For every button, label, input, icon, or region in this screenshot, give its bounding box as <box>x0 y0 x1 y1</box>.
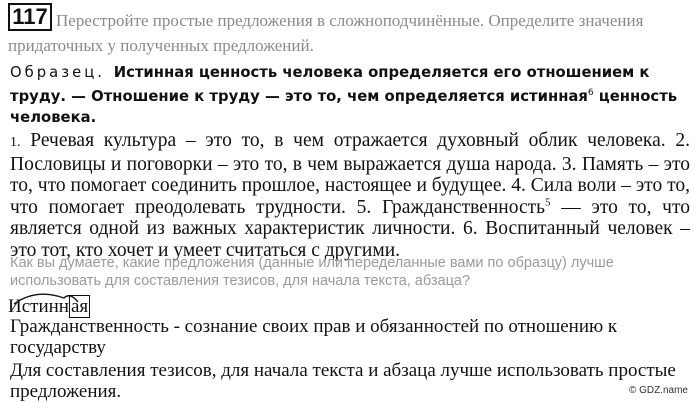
task-line-2: придаточных у полученных предложений. <box>8 36 314 55</box>
sample-text-end: ценность человека. <box>10 87 678 126</box>
question-text: Как вы думаете, какие предложения (данные или переделанные вами по образцу) лучше использовать для составления тезисов, для начала текста, абзаца? <box>10 255 614 289</box>
task-line-1: Перестройте простые предложения в сложноподчинённые. Определите значения <box>56 11 644 30</box>
sentences-footnote: 5 <box>545 196 551 208</box>
sample-block <box>10 62 690 128</box>
sentences-part-2: — это то, что является одной из важных характеристик личности. 6. Воспитанный человек – это тот, кто хочет и умеет считаться с другими. <box>10 196 690 261</box>
watermark: © GDZ.name <box>628 385 688 396</box>
word-ending-box: ая <box>70 296 89 317</box>
word-analysis <box>8 296 90 318</box>
sentences-part-1: Речевая культура – это то, в чем отражается духовный облик человека. 2. Пословицы и поговорки – это то, в чем выражается душа народа. 3. Память – это то, что помогает соединить прошлое, настоящее и будущее. 4. Сила воли – это то, что помогает преодолевать трудности. 5. Гражданственность <box>10 130 690 218</box>
word-stem: Истинн <box>8 296 69 317</box>
sample-label: Образец. <box>10 64 105 81</box>
sample-footnote: 6 <box>587 88 594 98</box>
sample-text: Истинная ценность человека определяется его отношением к труду. — Отношение к труду — это то, чем определяется истинная <box>10 64 650 105</box>
sentence-number-1: 1. <box>10 135 21 150</box>
exercise-number: 117 <box>8 3 52 31</box>
exercise-sentences <box>10 130 690 261</box>
answer-definition: Гражданственность - сознание своих прав и обязанностей по отношению к государству <box>10 316 618 358</box>
answer-conclusion: Для составления тезисов, для начала текста и абзаца лучше использовать простые предложения. <box>10 360 676 402</box>
